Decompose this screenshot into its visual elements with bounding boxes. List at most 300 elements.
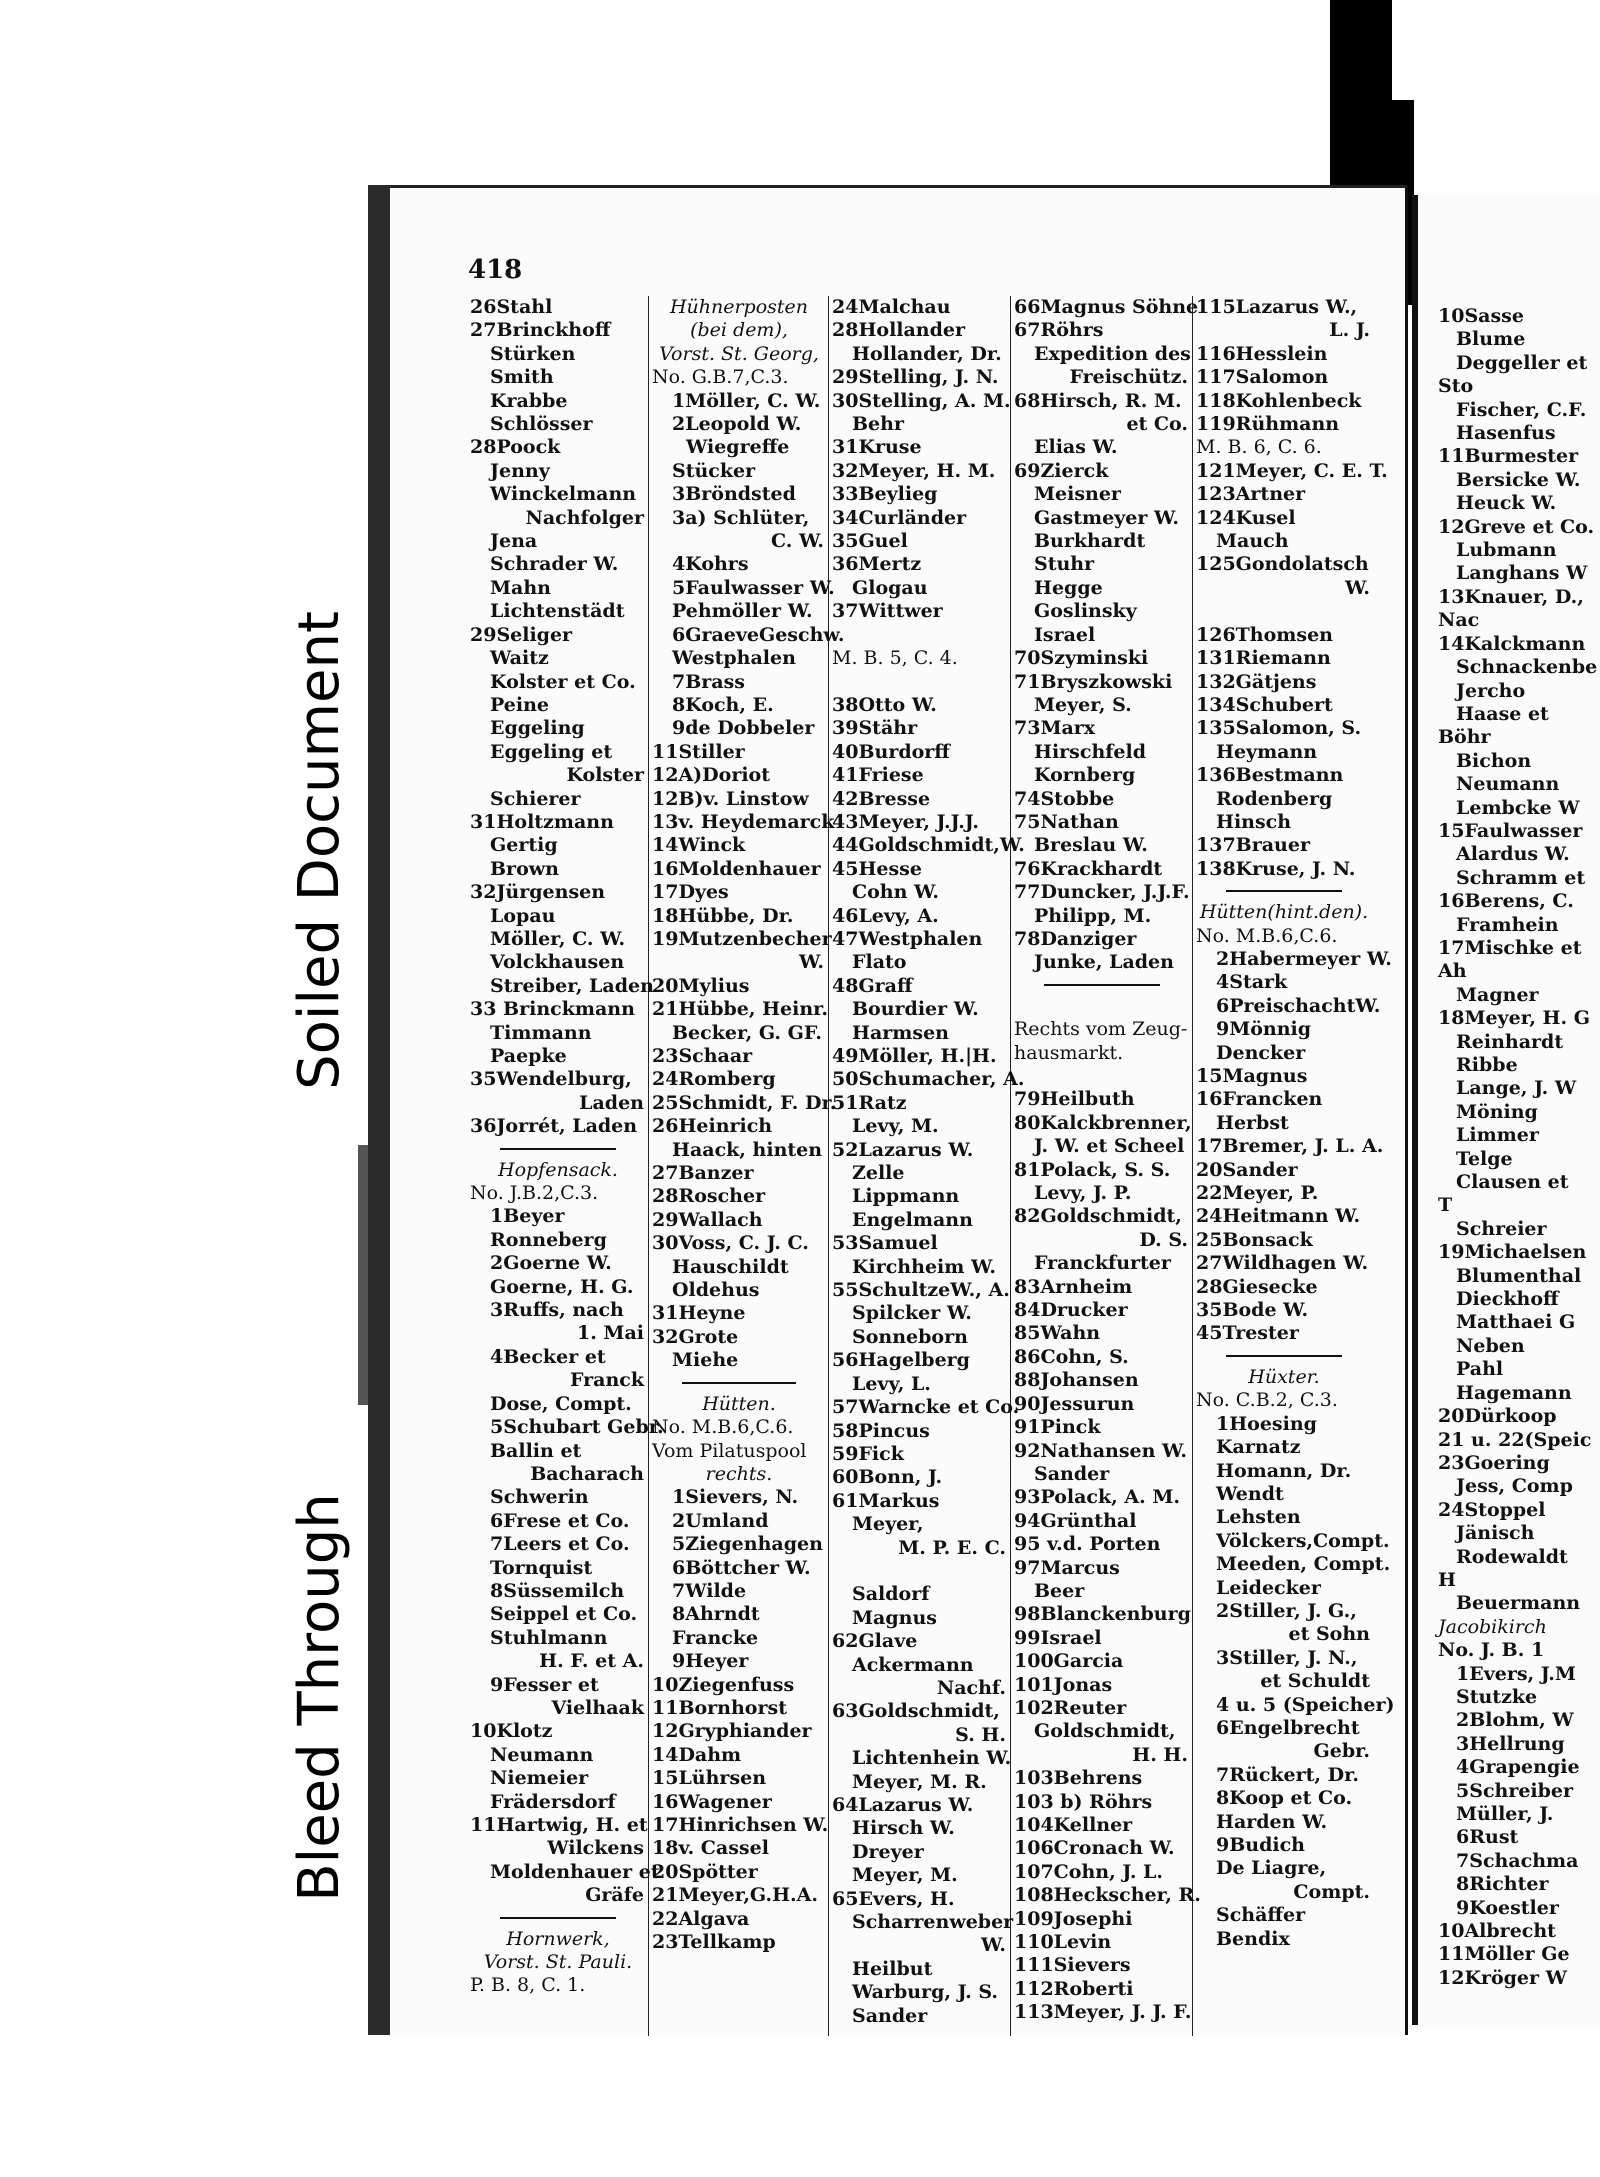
directory-entry: 15Magnus [1196, 1065, 1308, 1087]
directory-entry: 94Grünthal [1014, 1509, 1137, 1532]
directory-entry: Seippel et Co. [490, 1603, 638, 1626]
directory-entry: 131Riemann [1196, 647, 1331, 670]
directory-entry: S. H. [955, 1723, 1006, 1746]
directory-entry: Ah [1438, 960, 1467, 983]
directory-entry: 2Leopold W. [672, 413, 802, 436]
directory-entry: Lubmann [1456, 539, 1557, 562]
directory-entry: No. J. B. 1 [1438, 1639, 1545, 1662]
directory-entry: Schramm et [1456, 866, 1586, 889]
directory-entry: Jercho [1456, 679, 1526, 702]
directory-entry: Harden W. [1216, 1810, 1328, 1833]
directory-entry: Timmann [490, 1021, 592, 1044]
directory-entry: 2Goerne W. [490, 1252, 612, 1275]
directory-entry: Lembcke W [1456, 796, 1580, 819]
directory-entry: 126Thomsen [1196, 623, 1333, 646]
directory-entry: Meeden, Compt. [1216, 1553, 1391, 1576]
directory-entry: 57Warncke et Co. [832, 1396, 1020, 1419]
directory-entry: Beer [1034, 1579, 1085, 1602]
directory-entry: 12Kröger W [1438, 1966, 1567, 1989]
directory-entry: 137Brauer [1196, 834, 1310, 857]
directory-entry: Levy, J. P. [1034, 1182, 1132, 1205]
directory-entry: Schwerin [490, 1486, 589, 1509]
directory-entry: 29Stelling, J. N. [832, 366, 999, 389]
directory-entry: 9Heyer [672, 1650, 749, 1673]
directory-entry: 14Kalckmann [1438, 632, 1586, 655]
directory-entry: 4Kohrs [672, 553, 749, 576]
directory-entry: 33Beylieg [832, 483, 938, 506]
column-divider [648, 296, 649, 2036]
directory-entry: Francke [672, 1626, 759, 1649]
directory-entry: 9de Dobbeler [672, 717, 815, 740]
directory-entry: 9Koestler [1456, 1896, 1559, 1919]
directory-entry: Mahn [490, 576, 551, 599]
directory-entry: Clausen et [1456, 1171, 1569, 1194]
directory-entry: Hinsch [1216, 810, 1292, 833]
page-left-edge [368, 185, 390, 2035]
directory-entry: 6Rust [1456, 1826, 1519, 1849]
directory-entry: 3Hellrung [1456, 1732, 1565, 1755]
directory-entry: Nac [1438, 609, 1480, 632]
directory-entry: 49Möller, H.|H. [832, 1045, 997, 1067]
directory-entry: Müller, J. [1456, 1803, 1554, 1825]
directory-entry: Goerne, H. G. [490, 1275, 634, 1298]
directory-entry: 11Burmester [1438, 445, 1579, 468]
directory-entry: Schlösser [490, 413, 593, 436]
directory-entry: 9Mönnig [1216, 1018, 1312, 1041]
directory-entry: Lippmann [852, 1185, 960, 1208]
soiled-document-text: Soiled Document [286, 610, 352, 1090]
directory-entry: Israel [1034, 623, 1096, 646]
street-heading: Jacobikirch [1438, 1615, 1547, 1638]
directory-entry: Rodenberg [1216, 787, 1333, 810]
directory-entry: 11Hartwig, H. et [470, 1814, 648, 1836]
street-heading: Hopfensack. [498, 1158, 618, 1181]
directory-entry: 25Schmidt, F. Dr. [652, 1091, 837, 1114]
directory-entry: 24Malchau [832, 296, 951, 318]
directory-entry: Langhans W [1456, 562, 1588, 585]
directory-entry: 3Ruffs, nach [490, 1299, 624, 1322]
directory-entry: 18Hübbe, Dr. [652, 904, 794, 927]
directory-entry: Elias W. [1034, 436, 1118, 459]
directory-entry: Neumann [490, 1743, 594, 1766]
directory-entry: 39Stähr [832, 717, 918, 740]
directory-entry: 134Schubert [1196, 693, 1333, 716]
section-rule [1226, 1355, 1342, 1357]
directory-entry: 75Nathan [1014, 810, 1119, 833]
directory-entry: 82Goldschmidt, [1014, 1205, 1182, 1228]
directory-entry: Neumann [1456, 773, 1560, 796]
directory-entry: 15Lührsen [652, 1767, 767, 1790]
street-heading: Hühnerposten [669, 296, 809, 318]
directory-entry: Herbst [1216, 1111, 1289, 1134]
directory-column-4 [1014, 296, 1201, 2025]
street-heading: Vorst. St. Georg, [659, 342, 819, 365]
directory-entry: 2Umland [672, 1509, 769, 1532]
directory-entry: Burkhardt [1034, 530, 1146, 553]
directory-entry: hausmarkt. [1014, 1041, 1124, 1064]
directory-entry: 112Roberti [1014, 1977, 1134, 2000]
directory-entry: Möning [1456, 1100, 1538, 1123]
directory-entry: 18Meyer, H. G [1438, 1007, 1590, 1030]
directory-entry: 10Ziegenfuss [652, 1673, 795, 1696]
directory-entry: Deggeller et [1456, 351, 1588, 374]
directory-entry: 11Stiller [652, 740, 745, 763]
directory-entry: Lichtenhein W. [852, 1747, 1012, 1770]
directory-entry: 28Poock [470, 436, 561, 459]
directory-entry: No. C.B.2, C.3. [1196, 1389, 1338, 1412]
facing-page-column [1438, 305, 1600, 1990]
directory-entry: 6Böttcher W. [672, 1556, 811, 1579]
directory-column-3 [832, 296, 1025, 2028]
directory-entry: 21Hübbe, Heinr. [652, 998, 829, 1021]
street-heading: Hütten. [702, 1392, 776, 1415]
directory-entry: No. J.B.2,C.3. [470, 1182, 599, 1205]
directory-entry: Fischer, C.F. [1456, 398, 1587, 421]
directory-entry: 37Wittwer [832, 600, 943, 623]
directory-entry: Vom Pilatuspool [652, 1439, 807, 1462]
directory-entry: 22Meyer, P. [1196, 1182, 1319, 1205]
directory-entry: M. P. E. C. [898, 1536, 1006, 1559]
directory-entry: 7Wilde [672, 1579, 747, 1602]
directory-entry: Zelle [852, 1162, 905, 1185]
directory-entry: 136Bestmann [1196, 764, 1344, 787]
directory-entry: 32Grote [652, 1325, 739, 1348]
directory-entry: 31Heyne [652, 1302, 746, 1325]
directory-entry: 4Becker et [490, 1345, 606, 1368]
directory-entry: Homann, Dr. [1216, 1459, 1352, 1482]
directory-entry: 103 b) Röhrs [1014, 1790, 1153, 1813]
directory-entry: W. [1345, 576, 1370, 599]
directory-entry: 59Fick [832, 1442, 904, 1465]
directory-entry: 28Hollander [832, 319, 966, 342]
directory-entry: 2Blohm, W [1456, 1709, 1574, 1732]
directory-entry: 83Arnheim [1014, 1275, 1133, 1298]
directory-entry: Bacharach [530, 1462, 644, 1485]
directory-entry: Krabbe [490, 389, 568, 412]
directory-entry: Wendt [1216, 1482, 1284, 1505]
directory-entry: Schnackenbe [1456, 656, 1598, 679]
directory-entry: Expedition des [1034, 342, 1191, 365]
directory-entry: 2Habermeyer W. [1216, 947, 1392, 970]
directory-entry: Bendix [1216, 1927, 1290, 1950]
directory-entry: 138Kruse, J. N. [1196, 857, 1356, 880]
directory-entry: Dencker [1216, 1041, 1306, 1064]
directory-entry: 110Levin [1014, 1931, 1112, 1954]
directory-entry: Möller, C. W. [490, 927, 626, 950]
directory-entry: 108Heckscher, R. [1014, 1884, 1201, 1907]
directory-entry [832, 671, 1008, 694]
directory-entry: Reinhardt [1456, 1030, 1564, 1053]
directory-entry: 118Kohlenbeck [1196, 389, 1362, 412]
directory-entry: 119Rühmann [1196, 413, 1340, 436]
directory-entry: 124Kusel [1196, 506, 1296, 529]
directory-entry [1196, 600, 1372, 623]
street-heading: rechts. [705, 1462, 773, 1485]
directory-entry: Nachfolger [525, 506, 644, 529]
directory-entry: Gebr. [1313, 1740, 1370, 1763]
directory-entry: Lichtenstädt [490, 600, 625, 623]
directory-entry: De Liagre, [1216, 1857, 1327, 1880]
directory-entry: Heilbut [852, 1957, 933, 1980]
directory-entry: 9Fesser et [490, 1673, 599, 1696]
directory-entry: Paepke [490, 1045, 567, 1067]
directory-entry: Goslinsky [1034, 600, 1137, 623]
directory-entry: 29Wallach [652, 1208, 763, 1231]
directory-entry: 46Levy, A. [832, 904, 939, 927]
directory-entry: 74Stobbe [1014, 787, 1115, 810]
directory-entry: Dose, Compt. [490, 1392, 632, 1415]
column-divider [828, 296, 829, 2036]
directory-entry: Flato [852, 951, 907, 974]
section-rule [1044, 984, 1160, 986]
directory-entry: 40Burdorff [832, 740, 950, 763]
directory-entry: Smith [490, 366, 554, 389]
directory-entry: 7Leers et Co. [490, 1533, 630, 1556]
directory-entry: 7Brass [672, 670, 745, 693]
directory-entry: Pehmöller W. [672, 600, 813, 623]
directory-entry: 65Evers, H. [832, 1887, 955, 1910]
directory-entry: 5Schreiber [1456, 1779, 1574, 1802]
directory-entry: H. H. [1132, 1743, 1188, 1766]
directory-entry: 27Banzer [652, 1162, 754, 1185]
directory-entry: et Sohn [1288, 1623, 1370, 1646]
directory-entry: 53Samuel [832, 1232, 938, 1255]
directory-entry: 61Markus [832, 1489, 940, 1512]
directory-entry: Tornquist [490, 1556, 593, 1579]
directory-entry: 102Reuter [1014, 1696, 1127, 1719]
directory-entry: 11Bornhorst [652, 1696, 787, 1719]
directory-entry: 97Marcus [1014, 1556, 1120, 1579]
directory-entry: 6Engelbrecht [1216, 1716, 1360, 1739]
directory-entry: 47Westphalen [832, 927, 983, 950]
directory-entry: 6Frese et Co. [490, 1509, 630, 1532]
directory-entry: Heuck W. [1456, 492, 1557, 515]
directory-entry: Kolster [566, 764, 644, 787]
directory-entry: 24Stoppel [1438, 1498, 1546, 1521]
directory-entry: Waitz [490, 647, 549, 670]
directory-entry: 19Mutzenbecher [652, 927, 832, 950]
directory-entry: 1Evers, J.M [1456, 1662, 1576, 1685]
directory-entry: 45Hesse [832, 857, 922, 880]
directory-entry: Karnatz [1216, 1436, 1301, 1459]
directory-entry: 135Salomon, S. [1196, 717, 1362, 740]
directory-entry: Peine [490, 693, 549, 716]
directory-entry: 60Bonn, J. [832, 1466, 943, 1489]
directory-entry: 23Schaar [652, 1045, 753, 1067]
directory-entry [832, 1560, 1008, 1583]
directory-entry: 30Stelling, A. M. [832, 389, 1011, 412]
directory-entry: 67Röhrs [1014, 319, 1104, 342]
directory-entry: Schierer [490, 787, 581, 810]
directory-entry: 132Gätjens [1196, 670, 1317, 693]
directory-entry: W. [799, 951, 824, 974]
directory-entry: Rechts vom Zeug- [1014, 1018, 1188, 1041]
directory-entry: et Schuldt [1260, 1670, 1370, 1693]
directory-entry: 33 Brinckmann [470, 998, 635, 1021]
directory-entry: 3Stiller, J. N., [1216, 1646, 1358, 1669]
directory-entry: 86Cohn, S. [1014, 1345, 1129, 1368]
directory-entry: Laden [579, 1091, 644, 1114]
directory-entry: Gastmeyer W. [1034, 506, 1179, 529]
directory-entry: 4Stark [1216, 971, 1288, 994]
directory-entry: Streiber, Laden [490, 974, 654, 997]
directory-entry: Meyer, M. R. [852, 1770, 987, 1793]
directory-entry: Kirchheim W. [852, 1255, 996, 1278]
directory-entry: 29Seliger [470, 623, 573, 646]
directory-entry: 20Mylius [652, 974, 750, 997]
directory-entry: 31Holtzmann [470, 810, 614, 833]
directory-entry [1014, 1065, 1190, 1088]
directory-entry: Haase et [1456, 702, 1549, 725]
directory-entry: Behr [852, 413, 904, 436]
directory-entry: Völckers,Compt. [1216, 1529, 1390, 1552]
directory-entry: 22Algava [652, 1907, 750, 1930]
directory-entry: 8Richter [1456, 1873, 1549, 1896]
directory-entry: Sander [852, 2004, 928, 2027]
directory-entry: 20Dürkoop [1438, 1405, 1557, 1428]
directory-entry: Ballin et [490, 1439, 582, 1462]
directory-entry: 41Friese [832, 764, 924, 787]
directory-entry: No. M.B.6,C.6. [652, 1416, 794, 1439]
directory-entry: Dieckhoff [1456, 1288, 1559, 1311]
directory-entry: Wiegreffe [686, 436, 790, 459]
directory-entry: Wilckens [547, 1837, 644, 1860]
directory-entry: Jess, Comp [1456, 1475, 1573, 1498]
directory-entry: Bersicke W. [1456, 468, 1581, 491]
directory-entry: Leidecker [1216, 1576, 1321, 1599]
directory-entry: Jena [490, 530, 538, 553]
directory-entry: 78Danziger [1014, 927, 1137, 950]
directory-entry: 44Goldschmidt,W. [832, 834, 1025, 857]
directory-entry: 35Bode W. [1196, 1299, 1309, 1322]
directory-entry: 8Süssemilch [490, 1579, 625, 1602]
directory-entry: 55SchultzeW., A. [832, 1279, 1010, 1302]
directory-entry: 63Goldschmidt, [832, 1700, 1000, 1723]
directory-entry: Ackermann [852, 1653, 974, 1676]
directory-entry: 64Lazarus W. [832, 1794, 974, 1816]
directory-entry: 1Möller, C. W. [672, 389, 821, 412]
directory-entry: 30Voss, C. J. C. [652, 1232, 809, 1255]
directory-entry: Cohn W. [852, 881, 940, 904]
directory-entry: 45Trester [1196, 1322, 1299, 1345]
street-heading: (bei dem), [690, 319, 788, 342]
directory-entry: Winckelmann [490, 483, 637, 506]
directory-entry: Hirsch W. [852, 1817, 955, 1840]
directory-entry: Schäffer [1216, 1904, 1306, 1927]
directory-entry: Haack, hinten [672, 1138, 823, 1161]
directory-entry: Goldschmidt, [1034, 1720, 1176, 1743]
directory-entry: 36Mertz [832, 553, 922, 576]
section-rule [682, 1382, 796, 1384]
directory-entry: 93Polack, A. M. [1014, 1486, 1180, 1509]
directory-entry: 3Bröndsted [672, 483, 796, 506]
directory-entry: Compt. [1293, 1880, 1370, 1903]
directory-entry: 42Bresse [832, 787, 931, 810]
directory-entry: 34Curländer [832, 506, 967, 529]
street-heading: Hütten(hint.den). [1199, 901, 1369, 924]
directory-entry: 25Bonsack [1196, 1228, 1313, 1251]
directory-entry: Magnus [852, 1606, 937, 1629]
directory-entry: 10Klotz [470, 1720, 553, 1743]
directory-entry: 17Bremer, J. L. A. [1196, 1135, 1384, 1158]
directory-entry: Jänisch [1456, 1522, 1535, 1545]
directory-entry: Saldorf [852, 1583, 930, 1606]
directory-entry: Schreier [1456, 1217, 1547, 1240]
directory-entry: 7Schachma [1456, 1849, 1579, 1872]
directory-entry: Glogau [852, 576, 928, 599]
directory-entry: Meyer, M. [852, 1864, 958, 1887]
directory-entry: Philipp, M. [1034, 904, 1152, 927]
directory-entry: 113Meyer, J. J. F. [1014, 2001, 1192, 2024]
column-divider [1010, 296, 1011, 2036]
directory-entry: Heymann [1216, 740, 1318, 763]
directory-entry: 28Giesecke [1196, 1275, 1318, 1298]
directory-entry: 38Otto W. [832, 693, 937, 716]
directory-entry: 14Dahm [652, 1743, 742, 1766]
directory-entry: Limmer [1456, 1124, 1539, 1147]
directory-entry: 85Wahn [1014, 1322, 1101, 1345]
directory-entry: 15Faulwasser [1438, 819, 1583, 842]
directory-entry: 79Heilbuth [1014, 1088, 1135, 1111]
directory-entry: 69Zierck [1014, 459, 1109, 482]
directory-entry: Warburg, J. S. [852, 1981, 999, 2004]
directory-entry: No. G.B.7,C.3. [652, 366, 789, 389]
directory-entry: 1. Mai [576, 1322, 644, 1345]
directory-entry: 11Möller Ge [1438, 1943, 1570, 1966]
directory-entry: C. W. [770, 530, 824, 553]
directory-entry: Sonneborn [852, 1325, 968, 1348]
directory-entry: Vielhaak [551, 1696, 644, 1719]
directory-entry: Miehe [672, 1349, 739, 1372]
bleed-through-text: Bleed Through [286, 1493, 352, 1902]
directory-entry: Hasenfus [1456, 422, 1556, 445]
directory-entry: Gertig [490, 834, 558, 857]
directory-entry: 91Pinck [1014, 1416, 1101, 1439]
directory-entry: 104Kellner [1014, 1814, 1133, 1836]
directory-entry: 32Meyer, H. M. [832, 459, 996, 482]
directory-entry: Frädersdorf [490, 1790, 616, 1813]
directory-entry: 56Hagelberg [832, 1349, 970, 1372]
directory-entry: Bourdier W. [852, 998, 979, 1021]
directory-entry: 6GraeveGeschw. [672, 623, 845, 646]
directory-entry: 23Tellkamp [652, 1931, 776, 1954]
directory-entry: 111Sievers [1014, 1954, 1131, 1977]
directory-entry: 84Drucker [1014, 1299, 1128, 1322]
directory-entry: Blumenthal [1456, 1264, 1582, 1287]
directory-entry: Jenny [490, 459, 550, 482]
directory-entry: Niemeier [490, 1767, 589, 1790]
directory-entry: 88Johansen [1014, 1369, 1139, 1392]
directory-entry: 107Cohn, J. L. [1014, 1860, 1164, 1883]
directory-entry: 92Nathansen W. [1014, 1439, 1188, 1462]
directory-entry: 5Faulwasser W. [672, 576, 835, 599]
directory-entry: 4Grapengie [1456, 1756, 1580, 1779]
directory-entry: 4 u. 5 (Speicher) [1216, 1693, 1395, 1716]
directory-entry: 28Roscher [652, 1185, 766, 1208]
street-heading: Hornwerk, [506, 1927, 610, 1950]
directory-entry: 23Goering [1438, 1451, 1550, 1474]
directory-entry: 98Blanckenburg [1014, 1603, 1191, 1626]
directory-entry: Rodewaldt [1456, 1545, 1568, 1568]
directory-entry: 77Duncker, J.J.F. [1014, 881, 1190, 904]
directory-entry: 51Ratz [832, 1091, 907, 1114]
directory-entry: Pahl [1456, 1358, 1504, 1381]
directory-entry: 9Budich [1216, 1834, 1305, 1856]
directory-entry: Hollander, Dr. [852, 342, 1002, 365]
directory-entry: Kornberg [1034, 764, 1136, 787]
directory-entry [1014, 995, 1190, 1018]
directory-entry: 5Schubart Gebr. [490, 1416, 664, 1439]
